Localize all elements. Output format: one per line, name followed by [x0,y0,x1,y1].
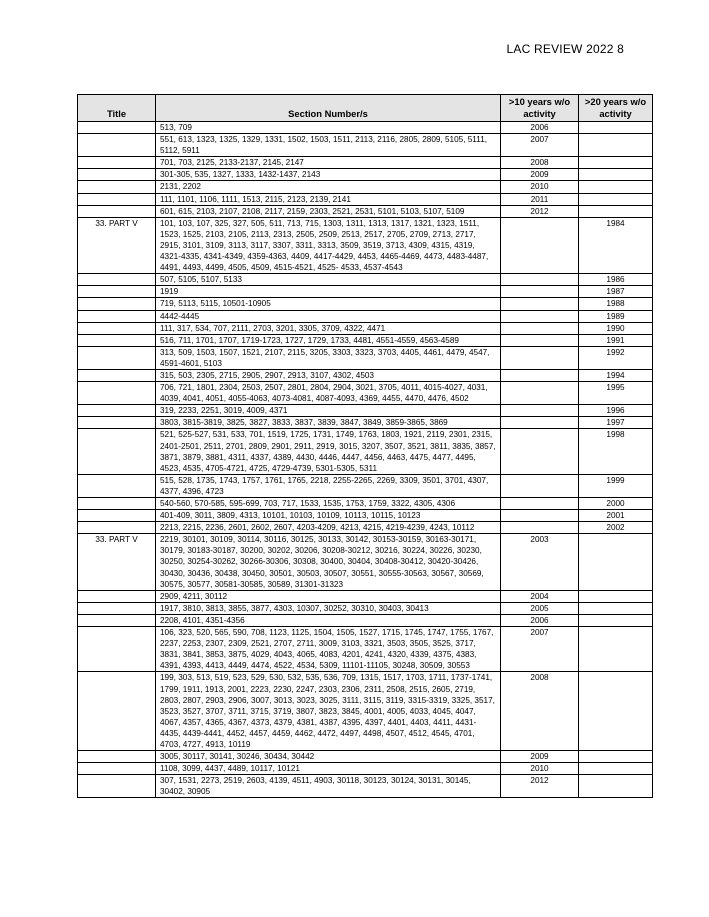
row-ten-years [501,510,579,522]
row-twenty-years: 1990 [579,322,653,334]
row-twenty-years [579,193,653,205]
row-section-numbers: 719, 5113, 5115, 10501-10905 [156,298,501,310]
row-section-numbers: 1917, 3810, 3813, 3855, 3877, 4303, 10307, 30252, 30310, 30403, 30413 [156,602,501,614]
row-twenty-years: 1988 [579,298,653,310]
table-row [78,614,653,626]
row-twenty-years [579,614,653,626]
row-title [78,429,156,474]
row-section-numbers: 401-409, 3011, 3809, 4313, 10101, 10103, 10109, 10113, 10115, 10123 [156,510,501,522]
row-ten-years: 2008 [501,157,579,169]
row-title [78,369,156,381]
row-twenty-years [579,181,653,193]
table-row [78,286,653,298]
row-twenty-years [579,602,653,614]
table-row [78,369,653,381]
row-section-numbers: 4442-4445 [156,310,501,322]
row-twenty-years: 1987 [579,286,653,298]
row-ten-years [501,310,579,322]
table-row [78,298,653,310]
row-ten-years: 2009 [501,751,579,763]
row-title [78,382,156,405]
row-ten-years: 2004 [501,590,579,602]
table-body [78,122,653,798]
row-section-numbers: 521, 525-527, 531, 533, 701, 1519, 1725, 1731, 1749, 1763, 1803, 1921, 2119, 2301, 2315, 2401-2501, 2511, 2701, 2809, 2901, 2911, 2919, 3015, 3207, 3507, 3521, 3811, 3835, 3857, 3871, 3879, 3881, 4311, 4337, 4389, 4430, 4446, 4447, 4456, 4463, 4475, 4477, 4495, 4523, 4535, 4705-4721, 4725, 4729-4739, 5301-5305, 5311 [156,429,501,474]
table-row [78,510,653,522]
row-ten-years: 2006 [501,614,579,626]
row-section-numbers: 199, 303, 513, 519, 523, 529, 530, 532, 535, 536, 709, 1315, 1517, 1703, 1711, 1737-1741, 1799, 1911, 1913, 2001, 2223, 2230, 2247, 2303, 2306, 2311, 2508, 2515, 2605, 2719, 2803, 2807, 2903, 2906, 3007, 3013, 3023, 3025, 3111, 3115, 3119, 3315-3319, 3325, 3517, 3523, 3527, 3707, 3711, 3715, 3719, 3807, 3823, 3845, 4001, 4005, 4033, 4045, 4047, 4067, 4357, 4365, 4367, 4373, 4379, 4381, 4387, 4395, 4397, 4401, 4403, 4411, 4431-4435, 4439-4441, 4452, 4457, 4459, 4462, 4472, 4497, 4498, 4507, 4512, 4545, 4701, 4703, 4727, 4913, 10119 [156,672,501,751]
row-twenty-years: 2002 [579,522,653,534]
row-title [78,627,156,672]
row-twenty-years [579,590,653,602]
row-title [78,181,156,193]
row-twenty-years: 1998 [579,429,653,474]
row-section-numbers: 601, 615, 2103, 2107, 2108, 2117, 2159, 2303, 2521, 2531, 5101, 5103, 5107, 5109 [156,205,501,217]
row-title [78,590,156,602]
row-title: 33. PART V [78,534,156,590]
row-ten-years: 2012 [501,205,579,217]
row-ten-years: 2007 [501,627,579,672]
row-twenty-years: 1991 [579,334,653,346]
row-title [78,274,156,286]
table-row [78,672,653,751]
table-row [78,134,653,157]
row-section-numbers: 301-305, 535, 1327, 1333, 1432-1437, 2143 [156,169,501,181]
row-section-numbers: 111, 317, 534, 707, 2111, 2703, 3201, 3305, 3709, 4322, 4471 [156,322,501,334]
row-ten-years: 2010 [501,763,579,775]
row-section-numbers: 701, 703, 2125, 2133-2137, 2145, 2147 [156,157,501,169]
row-ten-years [501,405,579,417]
row-twenty-years [579,672,653,751]
table-row [78,775,653,798]
row-section-numbers: 515, 528, 1735, 1743, 1757, 1761, 1765, 2218, 2255-2265, 2269, 3309, 3501, 3701, 4307, 4377, 4396, 4723 [156,474,501,497]
table-row [78,590,653,602]
table-row [78,382,653,405]
row-twenty-years [579,122,653,134]
row-twenty-years [579,763,653,775]
table-row [78,602,653,614]
row-title [78,286,156,298]
row-section-numbers: 106, 323, 520, 565, 590, 708, 1123, 1125, 1504, 1505, 1527, 1715, 1745, 1747, 1755, 1767, 2237, 2253, 2307, 2309, 2521, 2707, 2711, 3009, 3103, 3321, 3503, 3505, 3525, 3717, 3831, 3841, 3853, 3875, 4029, 4043, 4065, 4083, 4201, 4241, 4320, 4339, 4375, 4383, 4391, 4393, 4413, 4449, 4474, 4522, 4534, 5309, 11101-11105, 30248, 30509, 30553 [156,627,501,672]
row-title [78,334,156,346]
row-twenty-years: 2000 [579,498,653,510]
row-title [78,751,156,763]
row-title [78,602,156,614]
table-row [78,181,653,193]
row-twenty-years: 1996 [579,405,653,417]
row-ten-years: 2005 [501,602,579,614]
row-title [78,522,156,534]
row-twenty-years [579,751,653,763]
row-ten-years: 2008 [501,672,579,751]
row-twenty-years: 1995 [579,382,653,405]
row-section-numbers: 3005, 30117, 30141, 30246, 30434, 30442 [156,751,501,763]
row-section-numbers: 540-560, 570-585, 595-699, 703, 717, 1533, 1535, 1753, 1759, 3322, 4305, 4306 [156,498,501,510]
row-section-numbers: 111, 1101, 1106, 1111, 1513, 2115, 2123, 2139, 2141 [156,193,501,205]
row-section-numbers: 513, 709 [156,122,501,134]
row-title [78,474,156,497]
row-twenty-years [579,534,653,590]
row-ten-years: 2010 [501,181,579,193]
row-twenty-years: 2001 [579,510,653,522]
table-row [78,534,653,590]
table-row [78,334,653,346]
row-twenty-years: 1999 [579,474,653,497]
row-ten-years [501,369,579,381]
table-row [78,310,653,322]
row-ten-years [501,334,579,346]
header-section-numbers: Section Number/s [156,95,501,122]
row-section-numbers: 2219, 30101, 30109, 30114, 30116, 30125, 30133, 30142, 30153-30159, 30163-30171, 30179, 30183-30187, 30200, 30202, 30206, 30208-30212, 30216, 30224, 30226, 30230, 30250, 30254-30262, 30266-30306, 30308, 30400, 30404, 30408-30412, 30420-30426, 30430, 30436, 30438, 30450, 30501, 30503, 30507, 30551, 30555-30563, 30567, 30569, 30575, 30577, 30581-30585, 30589, 31301-31323 [156,534,501,590]
row-section-numbers: 706, 721, 1801, 2304, 2503, 2507, 2801, 2804, 2904, 3021, 3705, 4011, 4015-4027, 4031, 4039, 4041, 4051, 4055-4063, 4073-4081, 4087-4093, 4369, 4455, 4470, 4476, 4502 [156,382,501,405]
table-row [78,122,653,134]
row-ten-years [501,498,579,510]
table-row [78,274,653,286]
row-title [78,775,156,798]
row-title [78,205,156,217]
row-title [78,405,156,417]
table-row [78,217,653,273]
row-section-numbers: 3803, 3815-3819, 3825, 3827, 3833, 3837, 3839, 3847, 3849, 3859-3865, 3869 [156,417,501,429]
row-section-numbers: 1108, 3099, 4437, 4489, 10117, 10121 [156,763,501,775]
table-row [78,627,653,672]
table-row [78,205,653,217]
table-header-row [78,95,653,122]
row-twenty-years [579,134,653,157]
row-ten-years: 2012 [501,775,579,798]
row-ten-years: 2009 [501,169,579,181]
row-twenty-years: 1989 [579,310,653,322]
row-section-numbers: 2909, 4211, 30112 [156,590,501,602]
table-row [78,417,653,429]
row-twenty-years: 1994 [579,369,653,381]
row-section-numbers: 516, 711, 1701, 1707, 1719-1723, 1727, 1729, 1733, 4481, 4551-4559, 4563-4589 [156,334,501,346]
header-title: Title [78,95,156,122]
row-section-numbers: 507, 5105, 5107, 5133 [156,274,501,286]
row-title [78,672,156,751]
table-row [78,751,653,763]
row-ten-years [501,322,579,334]
row-section-numbers: 1919 [156,286,501,298]
lac-review-table [77,94,653,798]
row-ten-years: 2007 [501,134,579,157]
table-row [78,322,653,334]
row-section-numbers: 319, 2233, 2251, 3019, 4009, 4371 [156,405,501,417]
row-ten-years [501,429,579,474]
row-twenty-years: 1986 [579,274,653,286]
table-row [78,429,653,474]
row-title [78,498,156,510]
row-twenty-years [579,169,653,181]
row-section-numbers: 551, 613, 1323, 1325, 1329, 1331, 1502, 1503, 1511, 2113, 2116, 2805, 2809, 5105, 5111, 5112, 5911 [156,134,501,157]
header-twenty-years: >20 years w/o activity [579,95,653,122]
table-row [78,169,653,181]
page-header: LAC REVIEW 2022 8 [506,42,624,56]
row-twenty-years [579,775,653,798]
row-twenty-years: 1997 [579,417,653,429]
row-section-numbers: 2213, 2215, 2236, 2601, 2602, 2607, 4203-4209, 4213, 4215, 4219-4239, 4243, 10112 [156,522,501,534]
table-row [78,763,653,775]
row-twenty-years: 1992 [579,346,653,369]
row-twenty-years [579,157,653,169]
row-ten-years [501,274,579,286]
row-title [78,122,156,134]
row-title [78,310,156,322]
table-row [78,474,653,497]
row-twenty-years: 1984 [579,217,653,273]
row-ten-years [501,217,579,273]
row-title [78,510,156,522]
row-section-numbers: 101, 103, 107, 325, 327, 505, 511, 713, 715, 1303, 1311, 1313, 1317, 1321, 1323, 1511, 1523, 1525, 2103, 2105, 2113, 2313, 2505, 2509, 2513, 2517, 2705, 2709, 2713, 2717, 2915, 3101, 3109, 3113, 3117, 3307, 3311, 3313, 3509, 3519, 3713, 4309, 4315, 4319, 4321-4335, 4341-4349, 4359-4363, 4409, 4417-4429, 4453, 4465-4469, 4473, 4483-4487, 4491, 4493, 4499, 4505, 4509, 4515-4521, 4525- 4533, 4537-4543 [156,217,501,273]
row-ten-years: 2006 [501,122,579,134]
header-ten-years: >10 years w/o activity [501,95,579,122]
row-title [78,417,156,429]
row-title [78,346,156,369]
row-title [78,298,156,310]
table-row [78,498,653,510]
table-row [78,522,653,534]
row-ten-years [501,298,579,310]
row-title [78,134,156,157]
row-ten-years [501,474,579,497]
row-title: 33. PART V [78,217,156,273]
row-title [78,193,156,205]
row-title [78,169,156,181]
row-ten-years [501,346,579,369]
row-twenty-years [579,627,653,672]
row-title [78,763,156,775]
row-ten-years [501,522,579,534]
row-title [78,614,156,626]
row-section-numbers: 2208, 4101, 4351-4356 [156,614,501,626]
table-row [78,405,653,417]
row-twenty-years [579,205,653,217]
row-ten-years [501,286,579,298]
row-section-numbers: 315, 503, 2305, 2715, 2905, 2907, 2913, 3107, 4302, 4503 [156,369,501,381]
row-ten-years: 2003 [501,534,579,590]
row-title [78,322,156,334]
row-ten-years [501,417,579,429]
row-section-numbers: 2131, 2202 [156,181,501,193]
table-row [78,193,653,205]
table-row [78,346,653,369]
row-ten-years: 2011 [501,193,579,205]
row-ten-years [501,382,579,405]
row-section-numbers: 313, 509, 1503, 1507, 1521, 2107, 2115, 3205, 3303, 3323, 3703, 4405, 4461, 4479, 4547, 4591-4601, 5103 [156,346,501,369]
table-row [78,157,653,169]
row-title [78,157,156,169]
row-section-numbers: 307, 1531, 2273, 2519, 2603, 4139, 4511, 4903, 30118, 30123, 30124, 30131, 30145, 30402, 30905 [156,775,501,798]
